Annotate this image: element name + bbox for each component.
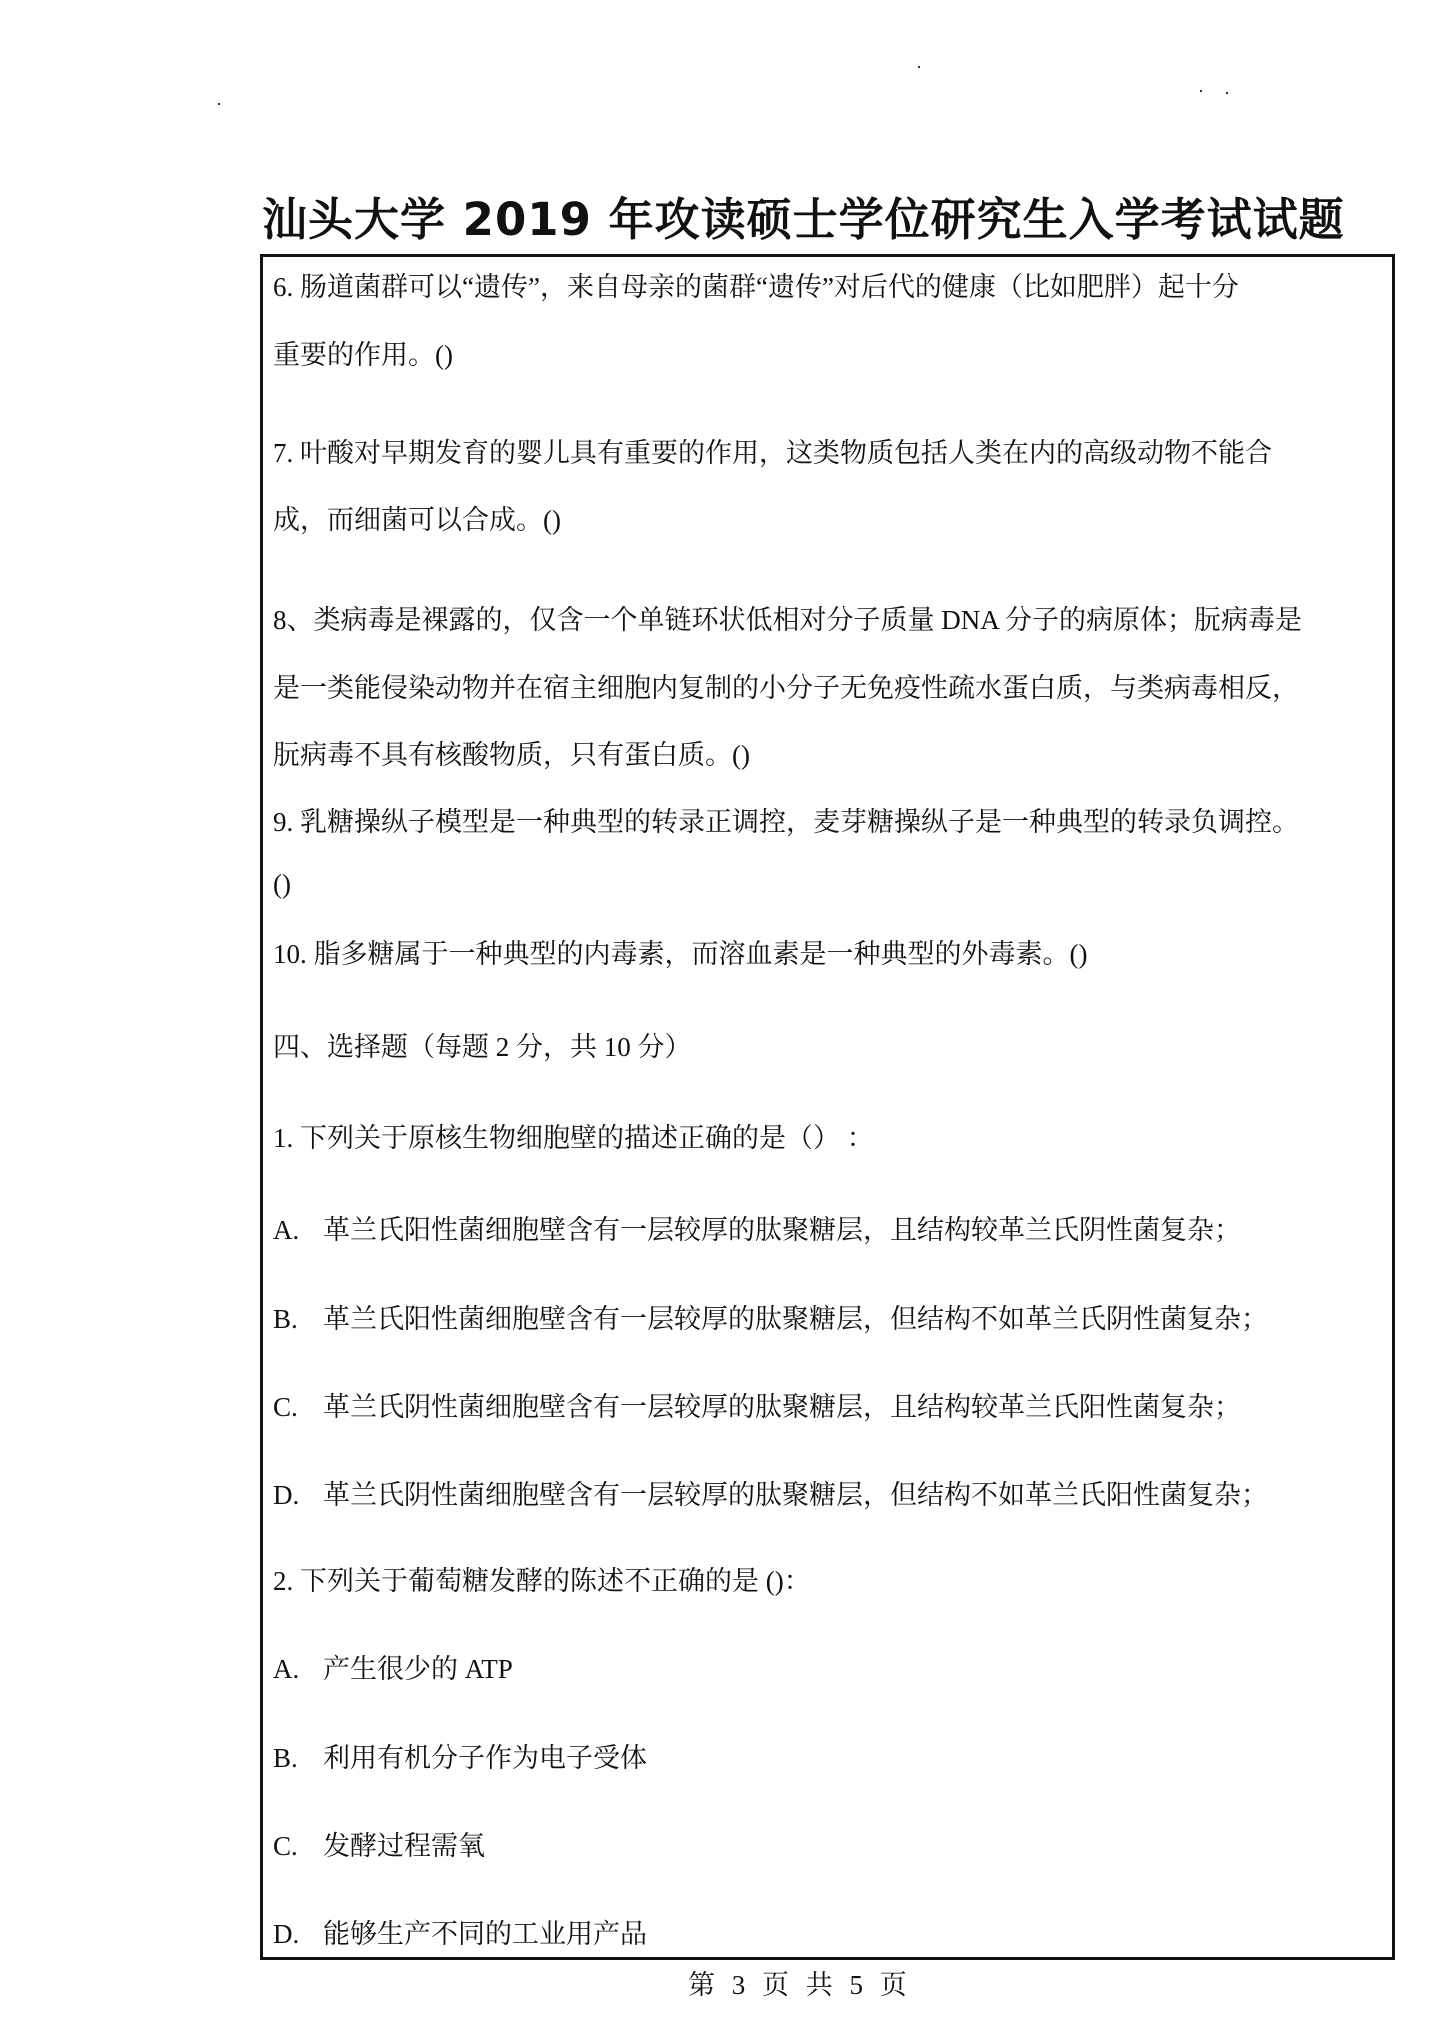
question-8-line-1: 8、类病毒是裸露的，仅含一个单链环状低相对分子质量 DNA 分子的病原体；朊病毒是 — [273, 605, 1303, 635]
question-8-line-2: 是一类能侵染动物并在宿主细胞内复制的小分子无免疫性疏水蛋白质，与类病毒相反， — [273, 673, 1299, 703]
question-10-line-1: 10. 脂多糖属于一种典型的内毒素，而溶血素是一种典型的外毒素。() — [273, 939, 1088, 969]
option-letter: C. — [273, 1831, 298, 1861]
option-letter: A. — [273, 1654, 300, 1684]
mcq-2-option-d — [273, 1917, 647, 1951]
option-text: 利用有机分子作为电子受体 — [323, 1743, 647, 1773]
option-text: 发酵过程需氧 — [323, 1831, 485, 1861]
option-letter: B. — [273, 1743, 298, 1773]
mcq-2-option-c — [273, 1829, 485, 1863]
mcq-1-stem: 1. 下列关于原核生物细胞壁的描述正确的是（） ： — [273, 1123, 874, 1153]
option-letter: D. — [273, 1919, 300, 1949]
scan-speck — [1226, 92, 1228, 94]
option-text: 革兰氏阴性菌细胞壁含有一层较厚的肽聚糖层，且结构较革兰氏阳性菌复杂； — [323, 1392, 1241, 1422]
option-text: 革兰氏阴性菌细胞壁含有一层较厚的肽聚糖层，但结构不如革兰氏阳性菌复杂； — [323, 1480, 1268, 1510]
scan-speck — [918, 66, 920, 68]
question-9-line-2: () — [273, 869, 291, 899]
option-text: 能够生产不同的工业用产品 — [323, 1919, 647, 1949]
mcq-1-option-b — [273, 1302, 1268, 1336]
option-letter: D. — [273, 1480, 300, 1510]
mcq-2-option-a — [273, 1652, 513, 1686]
question-6-line-1: 6. 肠道菌群可以“遗传”，来自母亲的菌群“遗传”对后代的健康（比如肥胖）起十分 — [273, 272, 1239, 302]
option-letter: A. — [273, 1215, 300, 1245]
question-7-line-2: 成，而细菌可以合成。() — [273, 505, 561, 535]
question-7-line-1: 7. 叶酸对早期发育的婴儿具有重要的作用，这类物质包括人类在内的高级动物不能合 — [273, 438, 1272, 468]
mcq-1-option-a — [273, 1213, 1241, 1247]
option-text: 革兰氏阳性菌细胞壁含有一层较厚的肽聚糖层，但结构不如革兰氏阴性菌复杂； — [323, 1304, 1268, 1334]
mcq-2-option-b — [273, 1741, 647, 1775]
question-6-line-2: 重要的作用。() — [273, 340, 453, 370]
mcq-1-option-c — [273, 1390, 1241, 1424]
option-letter: C. — [273, 1392, 298, 1422]
exam-title: 汕头大学 2019 年攻读硕士学位研究生入学考试试题 — [262, 193, 1345, 246]
mcq-2-stem: 2. 下列关于葡萄糖发酵的陈述不正确的是 ()： — [273, 1566, 811, 1596]
page-number-footer: 第 3 页 共 5 页 — [688, 1970, 907, 2000]
option-letter: B. — [273, 1304, 298, 1334]
question-8-line-3: 朊病毒不具有核酸物质，只有蛋白质。() — [273, 740, 750, 770]
scan-speck — [218, 103, 220, 105]
option-text: 革兰氏阳性菌细胞壁含有一层较厚的肽聚糖层，且结构较革兰氏阴性菌复杂； — [323, 1215, 1241, 1245]
mcq-1-option-d — [273, 1478, 1268, 1512]
question-9-line-1: 9. 乳糖操纵子模型是一种典型的转录正调控，麦芽糖操纵子是一种典型的转录负调控。 — [273, 807, 1299, 837]
section-four-heading: 四、选择题（每题 2 分，共 10 分） — [273, 1032, 692, 1062]
option-text: 产生很少的 ATP — [323, 1654, 513, 1684]
scan-speck — [1200, 90, 1202, 92]
